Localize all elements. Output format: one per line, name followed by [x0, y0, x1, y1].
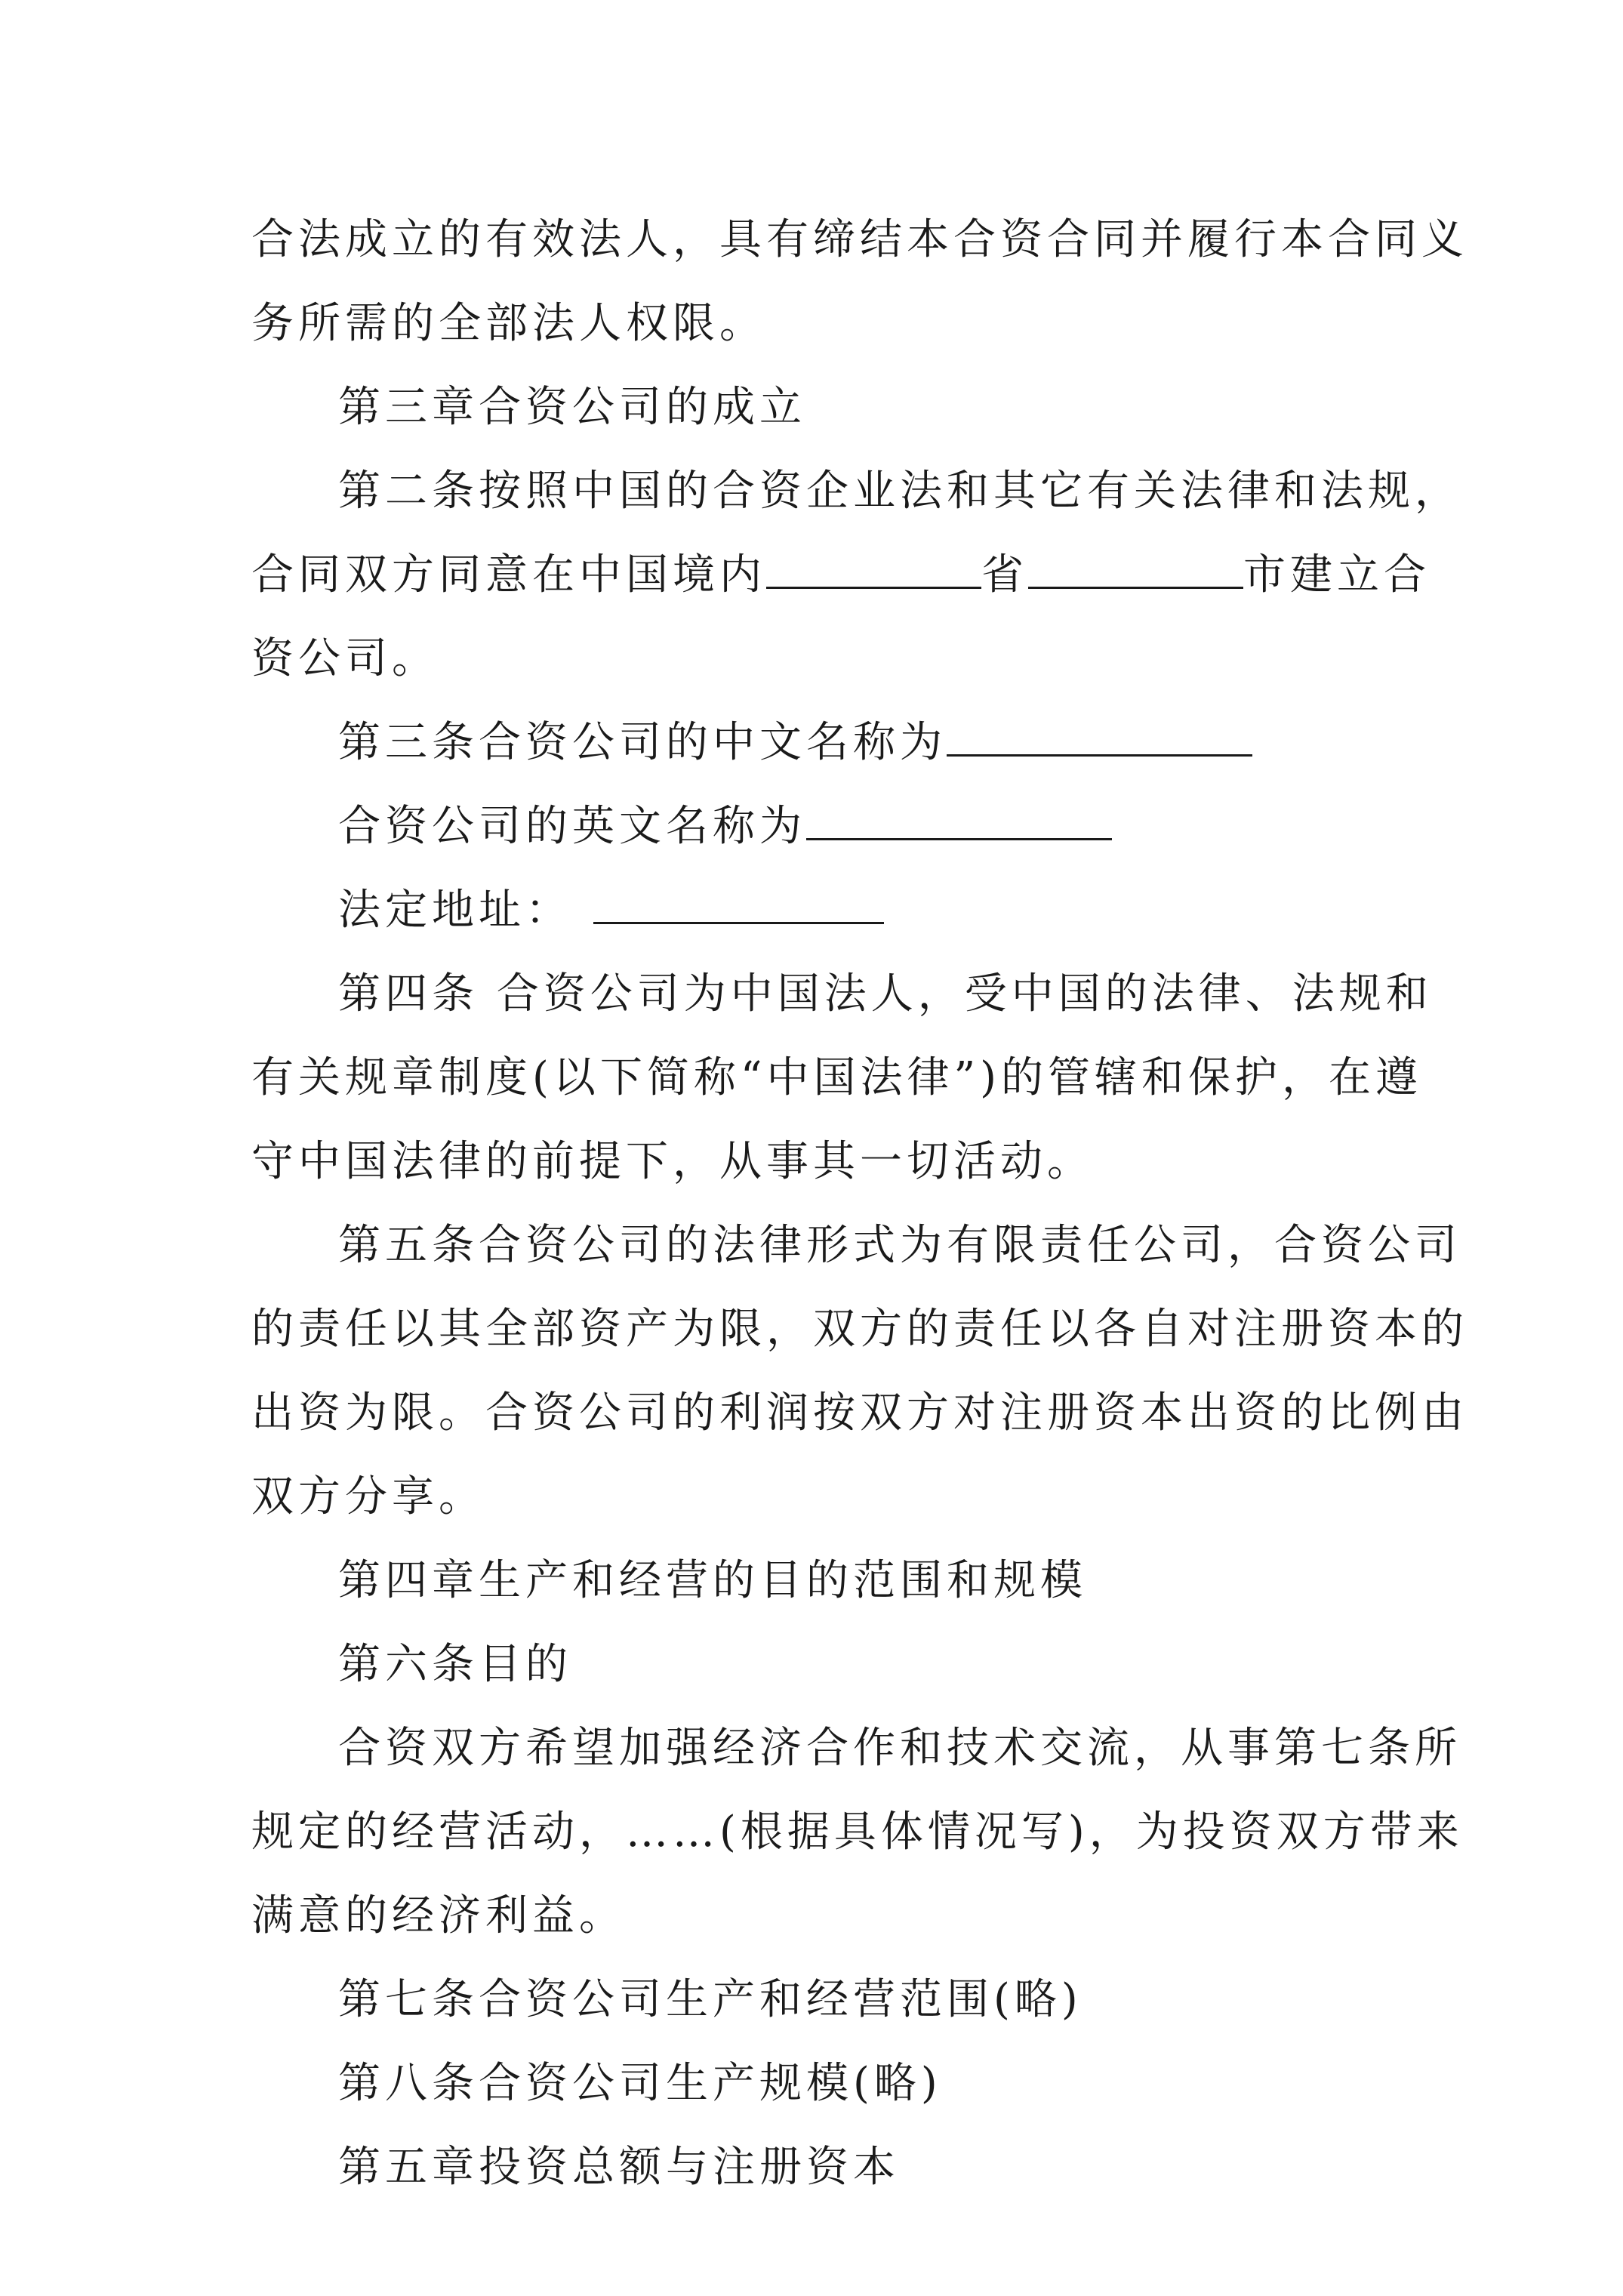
fill-in-blank-city	[1028, 550, 1243, 589]
fill-in-blank-address	[593, 886, 884, 924]
paragraph-line: 满意的经济利益。	[251, 1891, 626, 1940]
paragraph-line: 务所需的全部法人权限。	[251, 299, 766, 348]
text-segment: 第三条合资公司的中文名称为	[338, 718, 947, 767]
chapter-heading: 第五章投资总额与注册资本	[338, 2143, 900, 2192]
paragraph-line: 守中国法律的前提下，从事其一切活动。	[251, 1137, 1094, 1186]
paragraph-line: 有关规章制度(以下简称“中国法律”)的管辖和保护，在遵	[251, 1053, 1422, 1102]
article-line: 第七条合资公司生产和经营范围(略)	[338, 1975, 1083, 2024]
paragraph-line: 合法成立的有效法人，具有缔结本合资合同并履行本合同义	[251, 215, 1468, 264]
text-segment: 省	[981, 550, 1028, 599]
fill-in-blank-province	[766, 550, 981, 589]
article-line: 第四条 合资公司为中国法人，受中国的法律、法规和	[338, 969, 1433, 1019]
fill-in-blank-chinese-name	[947, 718, 1252, 757]
fill-in-blank-english-name	[806, 802, 1112, 840]
paragraph-line-with-blanks	[251, 533, 1431, 617]
chapter-heading: 第三章合资公司的成立	[338, 383, 806, 432]
article-line: 第六条目的	[338, 1640, 572, 1689]
text-segment: 市建立合	[1243, 550, 1431, 599]
text-segment: 合资公司的英文名称为	[338, 802, 806, 851]
article-line: 第二条按照中国的合资企业法和其它有关法律和法规，	[338, 467, 1461, 516]
chapter-heading: 第四章生产和经营的目的范围和规模	[338, 1556, 1087, 1605]
article-line: 第五条合资公司的法律形式为有限责任公司，合资公司	[338, 1221, 1461, 1270]
paragraph-line: 规定的经营活动，……(根据具体情况写)，为投资双方带来	[251, 1808, 1464, 1857]
paragraph-line: 合资双方希望加强经济合作和技术交流，从事第七条所	[338, 1724, 1461, 1773]
paragraph-line: 的责任以其全部资产为限，双方的责任以各自对注册资本的	[251, 1305, 1468, 1354]
article-line: 第八条合资公司生产规模(略)	[338, 2059, 942, 2108]
text-segment: 法定地址：	[338, 886, 572, 935]
paragraph-line: 资公司。	[251, 634, 439, 683]
contract-text	[251, 198, 1468, 2209]
article-line-with-blank	[251, 701, 1384, 784]
paragraph-line: 出资为限。合资公司的利润按双方对注册资本出资的比例由	[251, 1388, 1468, 1438]
paragraph-line: 双方分享。	[251, 1472, 485, 1521]
text-segment: 合同双方同意在中国境内	[251, 550, 766, 599]
paragraph-line-with-blank	[251, 784, 1384, 868]
paragraph-line-with-blank	[251, 868, 1384, 952]
